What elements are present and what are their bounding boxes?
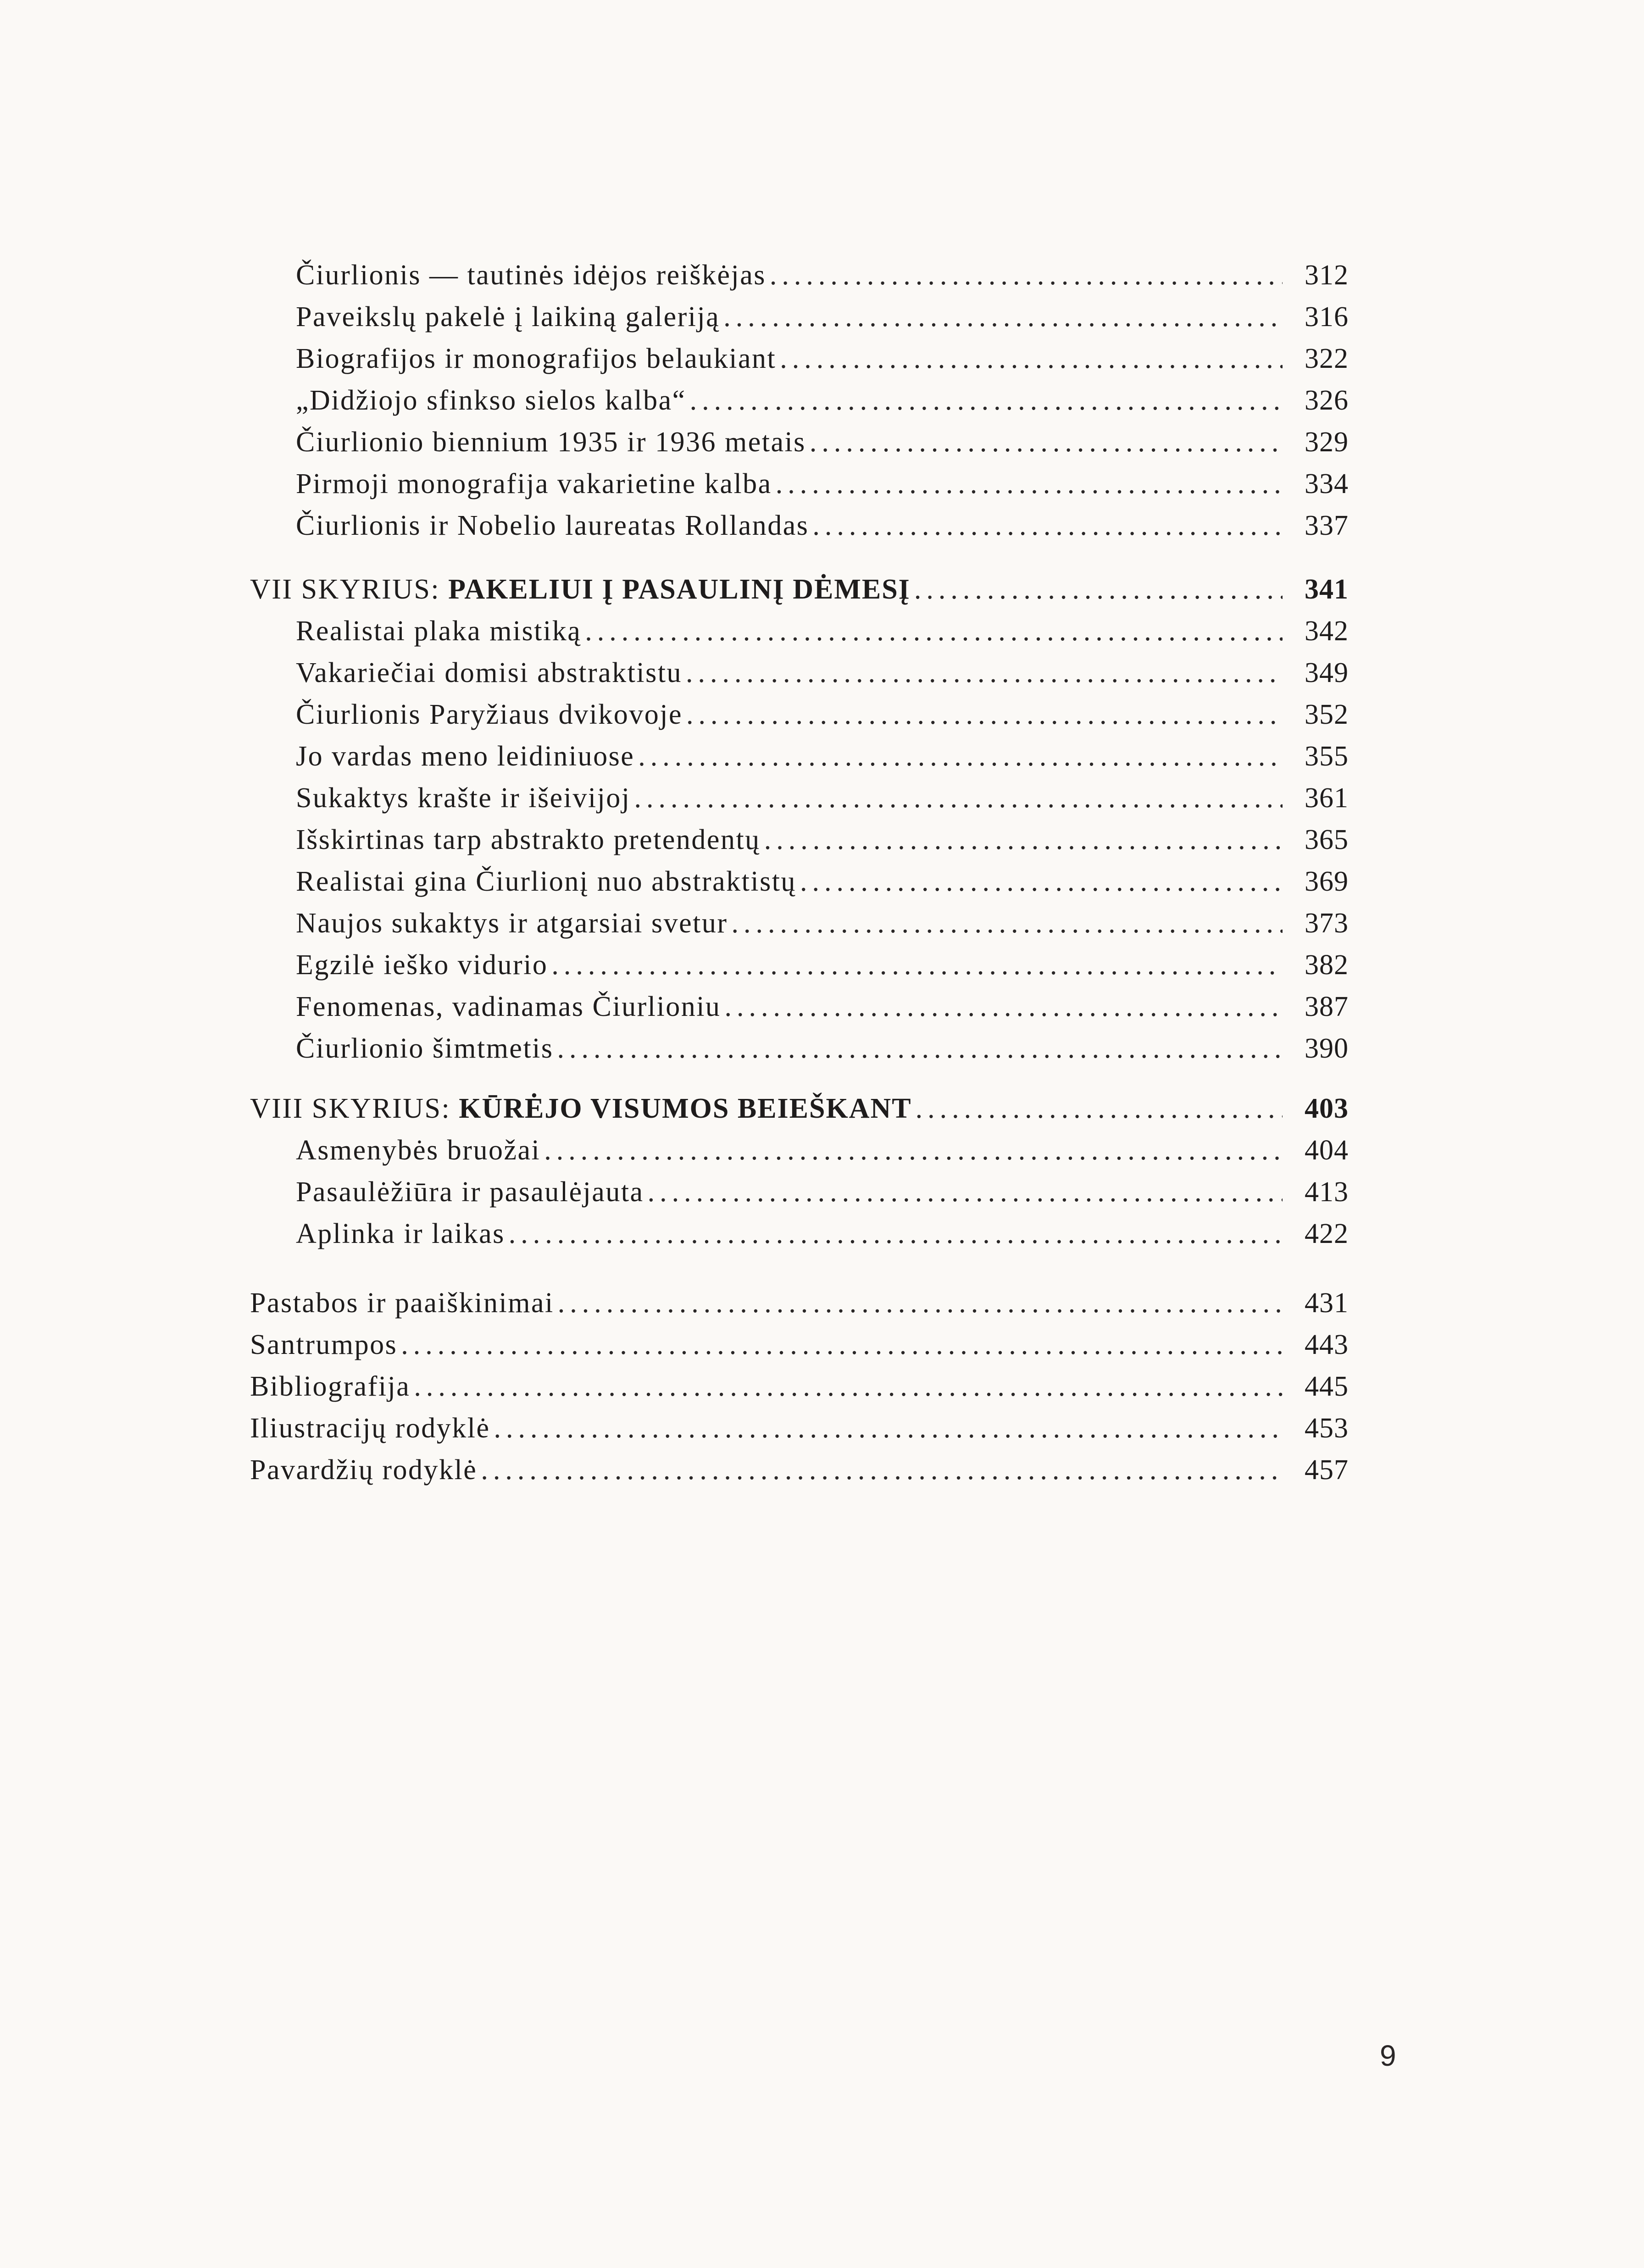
chapter-title: PAKELIUI Į PASAULINĮ DĖMESĮ bbox=[448, 574, 911, 605]
dot-leader bbox=[724, 986, 1283, 1028]
toc-entry-label: Čiurlionis — tautinės idėjos reiškėjas bbox=[296, 260, 766, 291]
toc-entry bbox=[250, 338, 1349, 380]
toc-entry bbox=[250, 1449, 1349, 1491]
toc-entry bbox=[250, 1171, 1349, 1213]
toc-entry-label: „Didžiojo sfinkso sielos kalba“ bbox=[296, 385, 686, 416]
dot-leader bbox=[686, 652, 1283, 694]
dot-leader bbox=[686, 694, 1283, 736]
toc-entry-page: 382 bbox=[1305, 949, 1349, 981]
toc-entry bbox=[250, 421, 1349, 463]
toc-entry-label: Jo vardas meno leidiniuose bbox=[296, 741, 635, 772]
toc-entry-label: Realistai plaka mistiką bbox=[296, 616, 582, 647]
table-of-contents bbox=[250, 255, 1349, 1491]
toc-entry-label: Egzilė ieško vidurio bbox=[296, 949, 548, 981]
toc-entry-label: Išskirtinas tarp abstrakto pretendentų bbox=[296, 824, 761, 855]
dot-leader bbox=[481, 1449, 1283, 1491]
toc-entry-label: Čiurlionis ir Nobelio laureatas Rollandas bbox=[296, 510, 809, 541]
toc-entry-label: Biografijos ir monografijos belaukiant bbox=[296, 343, 777, 374]
toc-entry bbox=[250, 777, 1349, 819]
chapter-page: 403 bbox=[1305, 1093, 1349, 1124]
toc-entry-page: 349 bbox=[1305, 657, 1349, 688]
toc-entry bbox=[250, 255, 1349, 296]
toc-entry-page: 334 bbox=[1305, 468, 1349, 499]
dot-leader bbox=[690, 380, 1283, 421]
toc-entry-label: Naujos sukaktys ir atgarsiai svetur bbox=[296, 908, 728, 939]
toc-entry bbox=[250, 1324, 1349, 1366]
toc-entry-page: 369 bbox=[1305, 866, 1349, 897]
toc-entry-label: Aplinka ir laikas bbox=[296, 1218, 505, 1249]
toc-entry-label: Asmenybės bruožai bbox=[296, 1135, 541, 1166]
chapter-prefix: VIII SKYRIUS: bbox=[250, 1093, 451, 1124]
section-gap bbox=[250, 547, 1349, 569]
toc-entry-label: Fenomenas, vadinamas Čiurlioniu bbox=[296, 991, 721, 1022]
toc-entry bbox=[250, 652, 1349, 694]
dot-leader bbox=[723, 296, 1283, 338]
dot-leader bbox=[810, 421, 1283, 463]
dot-leader bbox=[780, 338, 1283, 380]
toc-entry bbox=[250, 986, 1349, 1028]
toc-entry-page: 431 bbox=[1305, 1287, 1349, 1319]
toc-entry bbox=[250, 903, 1349, 944]
dot-leader bbox=[494, 1408, 1283, 1449]
toc-entry-label: Pirmoji monografija vakarietine kalba bbox=[296, 468, 772, 499]
page-number: 9 bbox=[1380, 2039, 1396, 2072]
toc-entry-label: Pastabos ir paaiškinimai bbox=[250, 1287, 554, 1319]
toc-entry-page: 337 bbox=[1305, 510, 1349, 541]
toc-entry-page: 322 bbox=[1305, 343, 1349, 374]
toc-entry-page: 443 bbox=[1305, 1329, 1349, 1360]
toc-entry bbox=[250, 1213, 1349, 1255]
dot-leader bbox=[544, 1130, 1283, 1171]
dot-leader bbox=[916, 1088, 1283, 1130]
toc-entry-label: Sukaktys krašte ir išeivijoj bbox=[296, 782, 631, 814]
toc-entry-page: 457 bbox=[1305, 1454, 1349, 1486]
dot-leader bbox=[648, 1171, 1283, 1213]
chapter-prefix: VII SKYRIUS: bbox=[250, 574, 440, 605]
toc-entry-page: 316 bbox=[1305, 301, 1349, 333]
chapter-heading-label bbox=[250, 1088, 912, 1130]
toc-entry-page: 387 bbox=[1305, 991, 1349, 1022]
dot-leader bbox=[776, 463, 1283, 505]
toc-entry bbox=[250, 610, 1349, 652]
chapter-heading bbox=[250, 1088, 1349, 1130]
dot-leader bbox=[634, 777, 1283, 819]
toc-entry bbox=[250, 694, 1349, 736]
toc-entry-label: Bibliografija bbox=[250, 1371, 411, 1402]
toc-entry bbox=[250, 819, 1349, 861]
dot-leader bbox=[551, 944, 1283, 986]
toc-entry-page: 422 bbox=[1305, 1218, 1349, 1249]
toc-entry-label: Čiurlionio biennium 1935 ir 1936 metais bbox=[296, 427, 806, 458]
toc-entry bbox=[250, 463, 1349, 505]
section-gap bbox=[250, 1070, 1349, 1088]
dot-leader bbox=[557, 1028, 1283, 1070]
toc-entry-page: 404 bbox=[1305, 1135, 1349, 1166]
toc-entry-page: 355 bbox=[1305, 741, 1349, 772]
toc-entry-page: 390 bbox=[1305, 1033, 1349, 1064]
dot-leader bbox=[914, 569, 1283, 610]
toc-entry bbox=[250, 944, 1349, 986]
dot-leader bbox=[401, 1324, 1283, 1366]
toc-entry-page: 329 bbox=[1305, 427, 1349, 458]
toc-entry bbox=[250, 296, 1349, 338]
toc-entry-page: 445 bbox=[1305, 1371, 1349, 1402]
toc-entry-label: Santrumpos bbox=[250, 1329, 398, 1360]
toc-entry bbox=[250, 1130, 1349, 1171]
toc-entry bbox=[250, 1366, 1349, 1408]
toc-entry-label: Paveikslų pakelė į laikiną galeriją bbox=[296, 301, 720, 333]
toc-entry-page: 365 bbox=[1305, 824, 1349, 855]
toc-entry bbox=[250, 861, 1349, 903]
toc-entry-page: 373 bbox=[1305, 908, 1349, 939]
toc-entry-label: Vakariečiai domisi abstraktistu bbox=[296, 657, 682, 688]
dot-leader bbox=[509, 1213, 1283, 1255]
dot-leader bbox=[414, 1366, 1283, 1408]
toc-entry-page: 342 bbox=[1305, 616, 1349, 647]
chapter-heading-label bbox=[250, 569, 911, 610]
chapter-title: KŪRĖJO VISUMOS BEIEŠKANT bbox=[459, 1093, 912, 1124]
chapter-heading bbox=[250, 569, 1349, 610]
toc-entry bbox=[250, 380, 1349, 421]
toc-entry-page: 352 bbox=[1305, 699, 1349, 730]
toc-entry-page: 312 bbox=[1305, 260, 1349, 291]
toc-entry bbox=[250, 1408, 1349, 1449]
toc-entry-label: Čiurlionio šimtmetis bbox=[296, 1033, 554, 1064]
toc-entry-label: Pasaulėžiūra ir pasaulėjauta bbox=[296, 1176, 644, 1208]
toc-entry-page: 413 bbox=[1305, 1176, 1349, 1208]
toc-entry bbox=[250, 1028, 1349, 1070]
toc-entry-page: 326 bbox=[1305, 385, 1349, 416]
toc-entry-page: 361 bbox=[1305, 782, 1349, 814]
dot-leader bbox=[800, 861, 1283, 903]
dot-leader bbox=[732, 903, 1283, 944]
dot-leader bbox=[770, 255, 1283, 296]
toc-entry-label: Iliustracijų rodyklė bbox=[250, 1413, 490, 1444]
section-gap bbox=[250, 1255, 1349, 1282]
toc-entry-page: 453 bbox=[1305, 1413, 1349, 1444]
dot-leader bbox=[812, 505, 1283, 547]
toc-entry bbox=[250, 1282, 1349, 1324]
toc-entry-label: Realistai gina Čiurlionį nuo abstraktistų bbox=[296, 866, 796, 897]
dot-leader bbox=[558, 1282, 1283, 1324]
dot-leader bbox=[638, 736, 1283, 777]
dot-leader bbox=[764, 819, 1283, 861]
chapter-page: 341 bbox=[1305, 574, 1349, 605]
dot-leader bbox=[585, 610, 1283, 652]
toc-entry bbox=[250, 505, 1349, 547]
toc-entry-label: Pavardžių rodyklė bbox=[250, 1454, 478, 1486]
toc-entry bbox=[250, 736, 1349, 777]
toc-entry-label: Čiurlionis Paryžiaus dvikovoje bbox=[296, 699, 683, 730]
